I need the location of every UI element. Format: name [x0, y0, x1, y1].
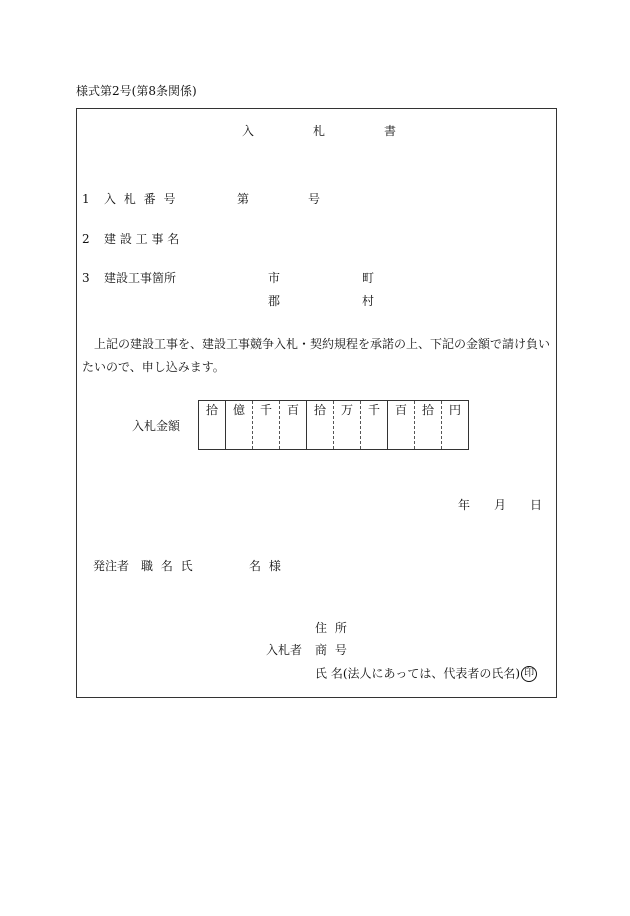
orderer-title: 職 名 氏 [141, 559, 195, 573]
amount-digit-cell[interactable]: 千 [253, 401, 280, 450]
form-label: 様式第2号(第8条関係) [76, 84, 197, 98]
seal-mark: 印 [521, 666, 537, 682]
amount-digit-cell[interactable]: 千 [361, 401, 388, 450]
location-town: 町 [362, 271, 375, 285]
bid-number-label: 入 札 番 号 [104, 192, 178, 206]
amount-digit-cell[interactable]: 百 [280, 401, 307, 450]
location-label: 建設工事箇所 [104, 271, 177, 285]
amount-label: 入札金額 [132, 419, 181, 433]
date-month: 月 [494, 498, 507, 512]
amount-digit-cell[interactable]: 円 [442, 401, 469, 450]
location-city: 市 [268, 271, 281, 285]
title-char-1: 入 [242, 124, 255, 138]
amount-digit-cell[interactable]: 万 [334, 401, 361, 450]
amount-digit-cell[interactable]: 百 [388, 401, 415, 450]
orderer-label: 発注者 [93, 559, 130, 573]
bidder-name-label: 氏 名(法人にあっては、代表者の氏名) [315, 666, 521, 681]
amount-digit-cell[interactable]: 億 [226, 401, 253, 450]
bid-number-prefix: 第 [237, 192, 250, 206]
location-index: 3 [82, 271, 90, 285]
bid-number-index: 1 [82, 192, 90, 206]
amount-digit-cell[interactable]: 拾 [199, 401, 226, 450]
amount-table [198, 400, 469, 450]
bidder-address-label: 住 所 [315, 621, 349, 635]
title-char-2: 札 [313, 124, 326, 138]
date-year: 年 [458, 498, 471, 512]
amount-digit-cell[interactable]: 拾 [307, 401, 334, 450]
title-char-3: 書 [384, 124, 397, 138]
location-village: 村 [362, 294, 375, 308]
orderer-name-suffix: 名 様 [249, 559, 283, 573]
bidder-name-line [315, 666, 537, 682]
bidder-company-label: 商 号 [315, 643, 349, 657]
project-name-index: 2 [82, 232, 90, 246]
amount-digit-cell[interactable]: 拾 [415, 401, 442, 450]
project-name-label: 建 設 工 事 名 [104, 232, 180, 246]
date-day: 日 [530, 498, 543, 512]
location-county: 郡 [268, 294, 281, 308]
statement-text: 上記の建設工事を、建設工事競争入札・契約規程を承諾の上、下記の金額で請け負いたいので、申し込みます。 [82, 337, 551, 374]
bidder-label: 入札者 [266, 643, 303, 657]
bid-number-suffix: 号 [308, 192, 321, 206]
